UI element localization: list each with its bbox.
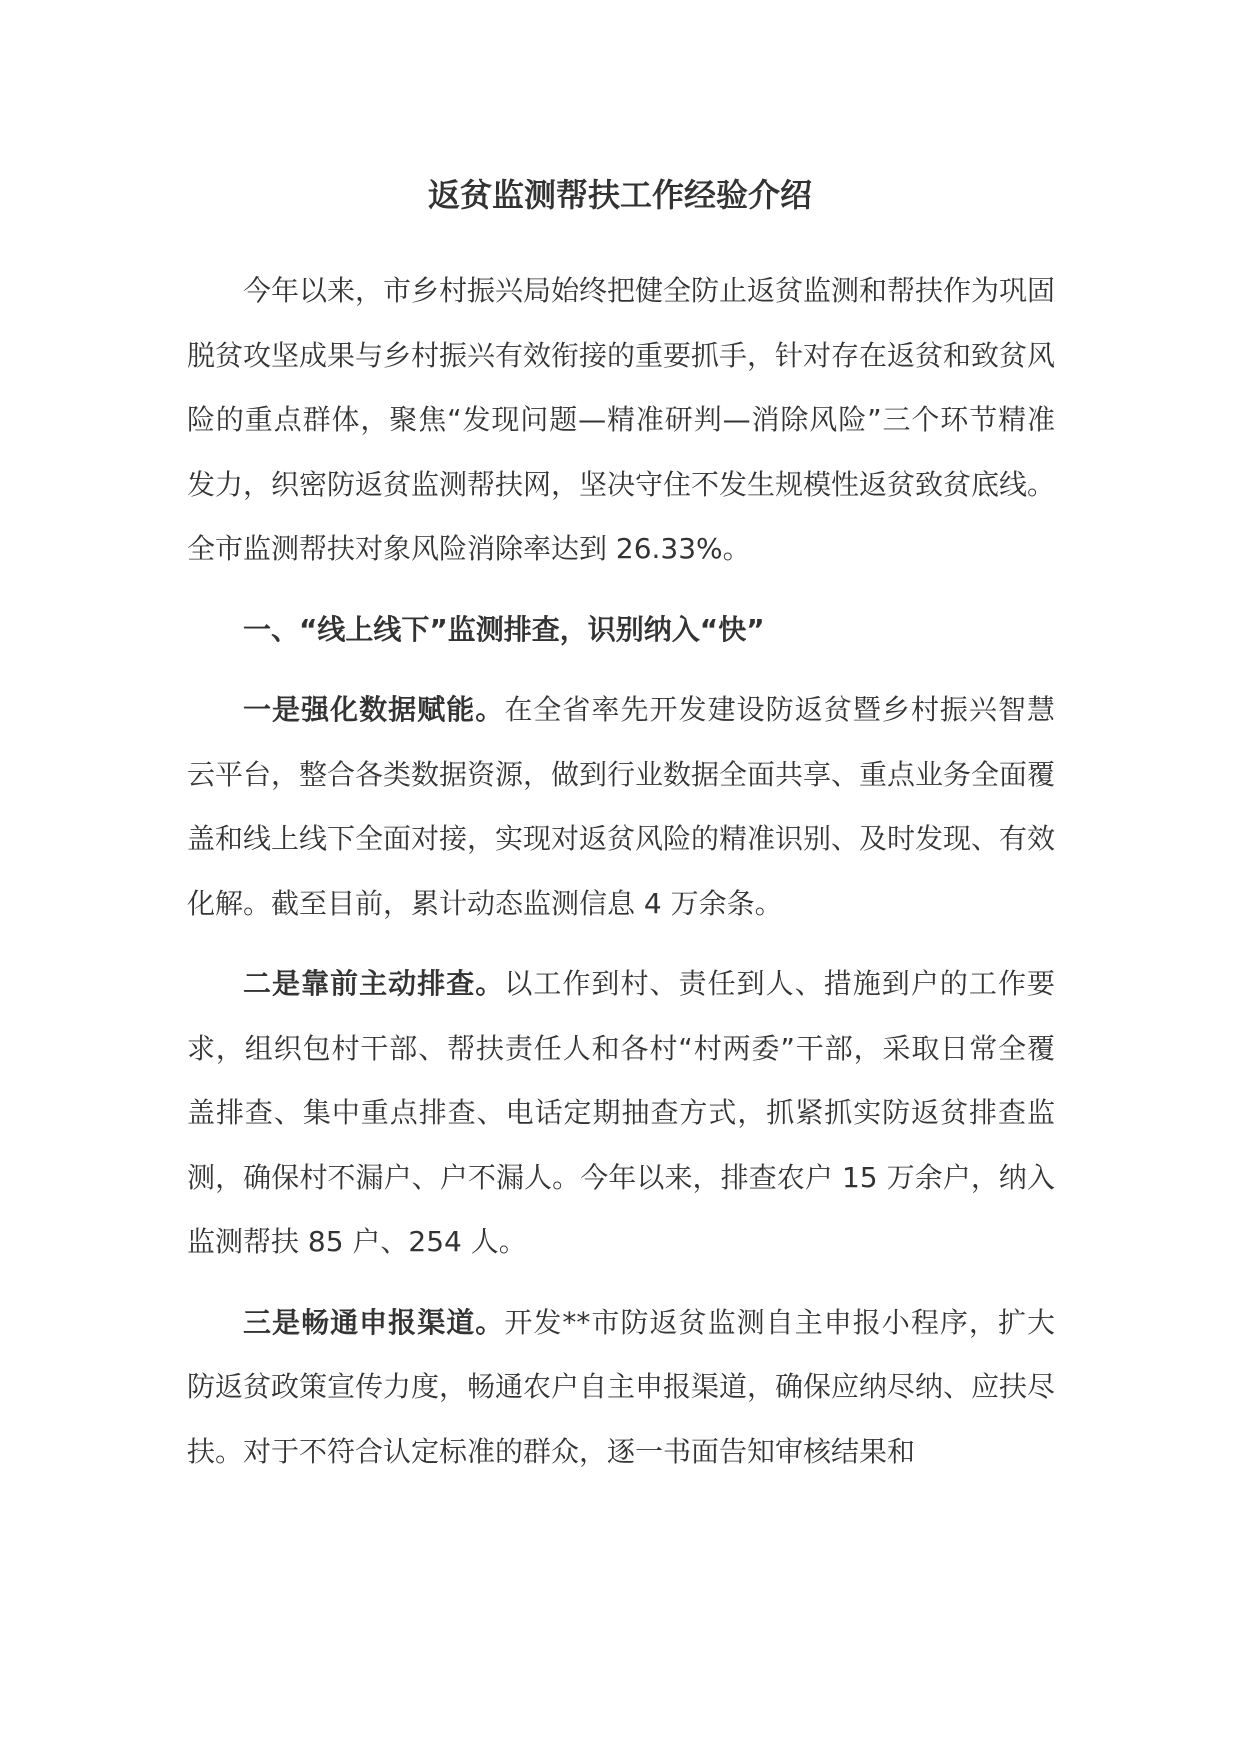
item-text-2: 以工作到村、责任到人、措施到户的工作要求，组织包村干部、帮扶责任人和各村“村两委”干部，采取日常全覆盖排查、集中重点排查、电话定期抽查方式，抓紧抓实防返贫排查监测，确保村不漏户、户不漏人。今年以来，排查农户 15 万余户，纳入监测帮扶 85 户、254 人。 (187, 967, 1055, 1258)
item-lead-2: 二是靠前主动排查。 (243, 967, 505, 1000)
item-text-3: 开发**市防返贫监测自主申报小程序，扩大防返贫政策宣传力度，畅通农户自主申报渠道，确保应纳尽纳、应扶尽扶。对于不符合认定标准的群众，逐一书面告知审核结果和 (187, 1305, 1056, 1468)
item-paragraph-3 (187, 1291, 1055, 1485)
intro-paragraph: 今年以来，市乡村振兴局始终把健全防止返贫监测和帮扶作为巩固脱贫攻坚成果与乡村振兴有效衔接的重要抓手，针对存在返贫和致贫风险的重点群体，聚焦“发现问题—精准研判—消除风险”三个环节精准发力，织密防返贫监测帮扶网，坚决守住不发生规模性返贫致贫底线。全市监测帮扶对象风险消除率达到 26.33%。 (187, 274, 1056, 565)
item-paragraph-2 (187, 952, 1055, 1275)
section-heading: 一、“线上线下”监测排查，识别纳入“快” (243, 612, 765, 646)
item-text-1: 在全省率先开发建设防返贫暨乡村振兴智慧云平台，整合各类数据资源，做到行业数据全面共享、重点业务全面覆盖和线上线下全面对接，实现对返贫风险的精准识别、及时发现、有效化解。截至目前，累计动态监测信息 4 万余条。 (187, 693, 1056, 920)
item-lead-3: 三是畅通申报渠道。 (243, 1305, 505, 1339)
item-paragraph-1 (187, 678, 1055, 936)
document-title: 返贫监测帮扶工作经验介绍 (427, 176, 812, 214)
item-lead-1: 一是强化数据赋能。 (243, 693, 505, 726)
document-body (187, 259, 1055, 1484)
